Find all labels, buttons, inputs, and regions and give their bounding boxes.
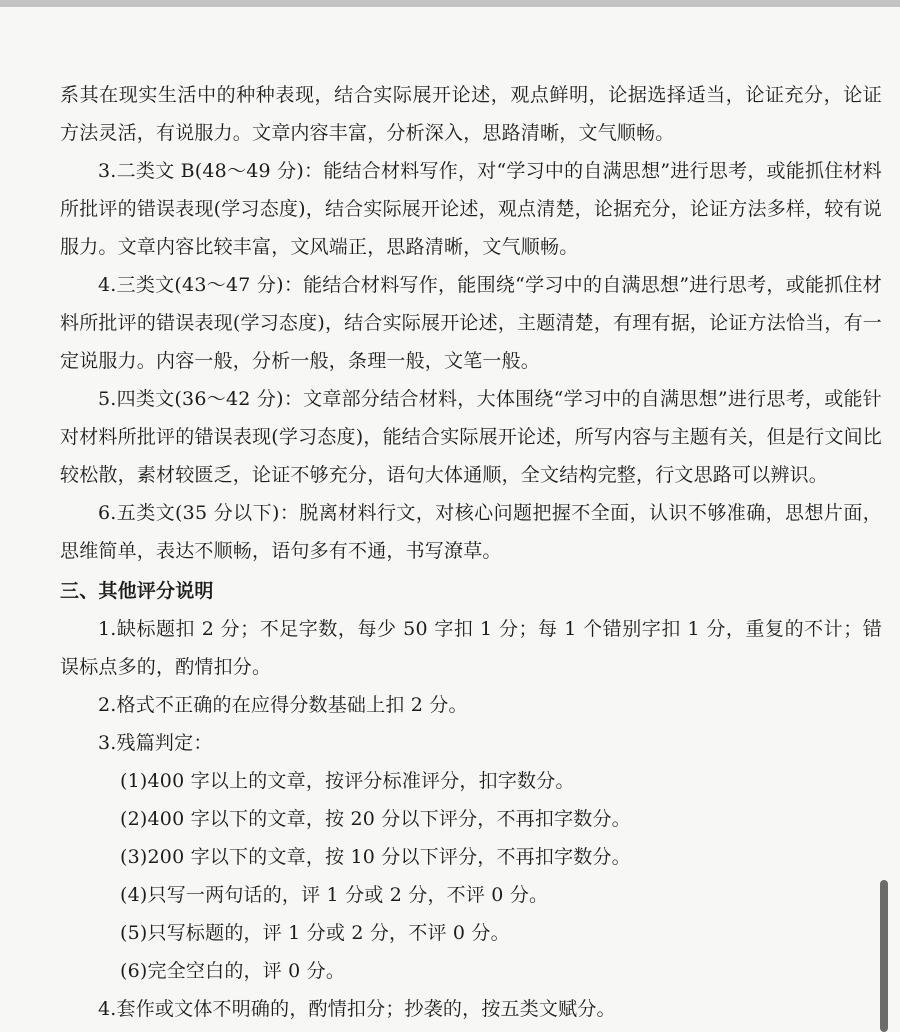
document-page — [60, 76, 882, 1028]
paragraph-continuation: 系其在现实生活中的种种表现，结合实际展开论述，观点鲜明，论据选择适当，论证充分，论证方法灵活，有说服力。文章内容丰富，分析深入，思路清晰，文气顺畅。 — [60, 84, 882, 144]
sub-rule-item: (1)400 字以上的文章，按评分标准评分，扣字数分。 — [120, 770, 575, 792]
sub-rule-item: (5)只写标题的，评 1 分或 2 分，不评 0 分。 — [120, 922, 510, 944]
paragraph-class-three: 4.三类文(43～47 分)：能结合材料写作，能围绕“学习中的自满思想”进行思考，或能抓住材料所批评的错误表现(学习态度)，结合实际展开论述，主题清楚，有理有据，论证方法恰当，有一定说服力。内容一般，分析一般，条理一般，文笔一般。 — [60, 274, 882, 372]
paragraph-class-two: 3.二类文 B(48～49 分)：能结合材料写作，对“学习中的自满思想”进行思考，或能抓住材料所批评的错误表现(学习态度)，结合实际展开论述，观点清楚，论据充分，论证方法多样，较有说服力。文章内容比较丰富，文风端正，思路清晰，文气顺畅。 — [60, 160, 882, 258]
section-heading: 三、其他评分说明 — [60, 580, 214, 602]
sub-rule-item: (4)只写一两句话的，评 1 分或 2 分，不评 0 分。 — [120, 884, 549, 906]
sub-rule-item: (3)200 字以下的文章，按 10 分以下评分，不再扣字数分。 — [120, 846, 631, 868]
rule-item: 1.缺标题扣 2 分；不足字数，每少 50 字扣 1 分；每 1 个错别字扣 1 分，重复的不计；错误标点多的，酌情扣分。 — [60, 618, 882, 678]
sub-rule-item: (6)完全空白的，评 0 分。 — [120, 960, 346, 982]
rule-item: 3.残篇判定： — [98, 732, 213, 754]
scrollbar-thumb[interactable] — [880, 880, 888, 1032]
paragraph-class-four: 5.四类文(36～42 分)：文章部分结合材料，大体围绕“学习中的自满思想”进行思考，或能针对材料所批评的错误表现(学习态度)，能结合实际展开论述，所写内容与主题有关，但是行文间比较松散，素材较匮乏，论证不够充分，语句大体通顺，全文结构完整，行文思路可以辨识。 — [60, 388, 882, 486]
sub-rule-item: (2)400 字以下的文章，按 20 分以下评分，不再扣字数分。 — [120, 808, 631, 830]
paragraph-class-five: 6.五类文(35 分以下)：脱离材料行文，对核心问题把握不全面，认识不够准确，思想片面，思维简单，表达不顺畅，语句多有不通，书写潦草。 — [60, 502, 882, 562]
rule-item-plagiarism: 4.套作或文体不明确的，酌情扣分；抄袭的，按五类文赋分。 — [98, 998, 616, 1020]
top-edge-bar — [0, 0, 900, 7]
rule-item: 2.格式不正确的在应得分数基础上扣 2 分。 — [98, 694, 468, 716]
